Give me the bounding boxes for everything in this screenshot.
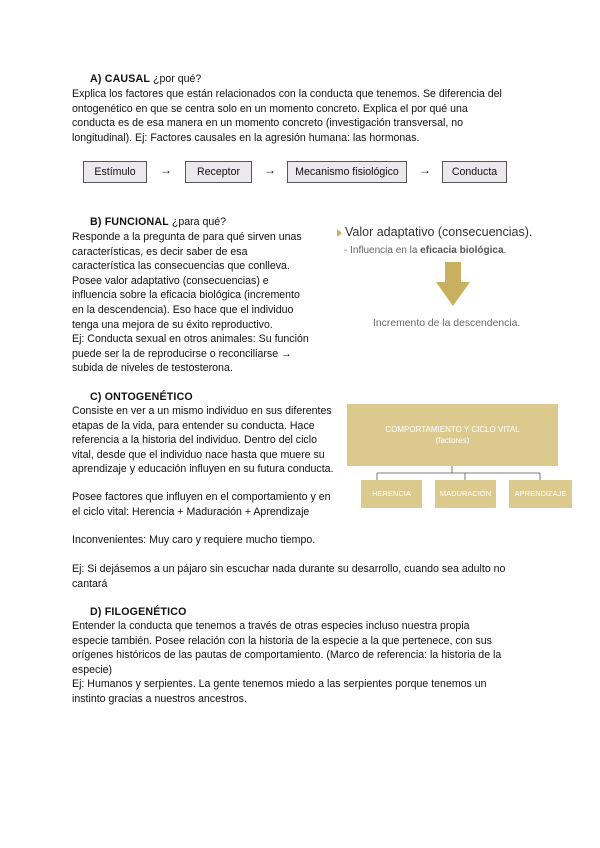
funcional-heading — [90, 215, 226, 230]
causal-heading — [90, 72, 201, 87]
text-line: Explica los factores que están relacionados con la conducta que tenemos. Se diferencia del — [72, 88, 502, 100]
filogenetico-text — [72, 619, 552, 707]
text-line: Ej: Si dejásemos a un pájaro sin escuchar nada durante su desarrollo, cuando sea adulto no — [72, 563, 506, 575]
ontogenetico-heading — [90, 390, 193, 405]
ontogenetico-example — [72, 562, 542, 591]
text-line: el ciclo vital: Herencia + Maduración + Aprendizaje — [72, 505, 310, 518]
subtitle-bold: eficacia biológica — [420, 245, 504, 256]
text-line: cantará — [72, 577, 108, 590]
text-line: orígenes históricos de las pautas de comportamiento. (Marco de referencia: la historia de la — [72, 649, 502, 662]
flow-box-receptor: Receptor — [185, 161, 252, 183]
text-line: vital, desde que el individuo nace hasta que muere su — [72, 448, 325, 461]
text-line: subida de niveles de testosterona. — [72, 362, 233, 375]
filogenetico-heading — [90, 605, 187, 620]
text-line: Ej: Conducta sexual en otros animales: Su función — [72, 333, 309, 346]
text-line: especie también. Posee relación con la historia de la especie a la que pertenece, con sus — [72, 634, 492, 647]
text-line: en la descendencia). Eso hace que el individuo — [72, 303, 294, 316]
text-line: aprendizaje y educación influyen en su futura conducta. — [72, 463, 334, 476]
funcional-label: B) FUNCIONAL — [90, 216, 169, 228]
comportamiento-sub: (factores) — [435, 436, 470, 445]
text-line: referencia a la historia del individuo. Dentro del ciclo — [72, 434, 317, 447]
down-arrow-icon — [435, 262, 471, 308]
flow-arrow: → — [160, 163, 172, 177]
subtitle-suffix: . — [503, 245, 507, 256]
text-line: tenga una mejora de su éxito reproductivo. — [72, 318, 273, 331]
text-line: puede ser la de reproducirse o reconciliarse → — [72, 347, 292, 360]
text-line: características, es decir saber de esa — [72, 245, 248, 258]
comportamiento-title: COMPORTAMIENTO Y CICLO VITAL — [385, 425, 520, 434]
flow-box-estimulo: Estímulo — [83, 161, 147, 183]
text-line: etapas de la vida, para entender su conducta. Hace — [72, 419, 315, 432]
text-line: influencia sobre la eficacia biológica (incremento — [72, 289, 300, 302]
ontogenetico-factors — [72, 490, 347, 519]
text-line: longitudinal). Ej: Factores causales en la agresión humana: las hormonas. — [72, 131, 420, 144]
aprendizaje-box: APRENDIZAJE — [509, 480, 572, 508]
comportamiento-box — [347, 404, 558, 466]
text-line: instinto gracias a nuestros ancestros. — [72, 692, 247, 705]
subtitle-prefix: - Influencia en la — [344, 245, 421, 256]
text-line: Entender la conducta que tenemos a través de otras especies incluso nuestra propia — [72, 620, 470, 632]
text-line: Responde a la pregunta de para qué sirven unas — [72, 231, 302, 243]
causal-text — [72, 87, 542, 145]
text-line: especie) — [72, 663, 113, 676]
ontogenetico-text — [72, 404, 347, 477]
maduracion-box: MADURACIÓN — [435, 480, 496, 508]
text-line: característica las consecuencias que conlleva. — [72, 260, 290, 273]
ontogenetico-label: C) ONTOGENÉTICO — [90, 391, 193, 403]
text-line: Ej: Humanos y serpientes. La gente tenemos miedo a las serpientes porque tenemos un — [72, 678, 487, 691]
flow-box-mecanismo: Mecanismo fisiológico — [287, 161, 407, 183]
valor-adaptativo-title: Valor adaptativo (consecuencias). — [345, 225, 533, 239]
text-line: conducta es de esa manera en un momento concreto (investigación transversal, no — [72, 117, 464, 130]
ontogenetico-inconvenientes: Inconvenientes: Muy caro y requiere mucho tiempo. — [72, 534, 316, 546]
funcional-question: ¿para qué? — [168, 216, 227, 228]
herencia-box: HERENCIA — [361, 480, 422, 508]
text-line: Posee factores que influyen en el comportamiento y en — [72, 491, 331, 503]
causal-question: ¿por qué? — [150, 73, 202, 85]
flow-box-conducta: Conducta — [442, 161, 507, 183]
flow-arrow: → — [419, 163, 431, 177]
bullet-arrow-icon — [336, 227, 344, 239]
incremento-descendencia: Incremento de la descendencia. — [373, 318, 521, 329]
text-line: Posee valor adaptativo (consecuencias) e — [72, 274, 269, 287]
valor-adaptativo-subtitle — [344, 244, 506, 259]
tree-connector — [347, 466, 572, 481]
causal-label: A) CAUSAL — [90, 73, 151, 85]
flow-arrow: → — [264, 163, 276, 177]
filogenetico-label: D) FILOGENÉTICO — [90, 606, 187, 618]
funcional-text — [72, 230, 332, 376]
text-line: Consiste en ver a un mismo individuo en sus diferentes — [72, 405, 332, 417]
text-line: ontogenético en que se centra solo en un momento concreto. Explica el por qué una — [72, 102, 468, 115]
